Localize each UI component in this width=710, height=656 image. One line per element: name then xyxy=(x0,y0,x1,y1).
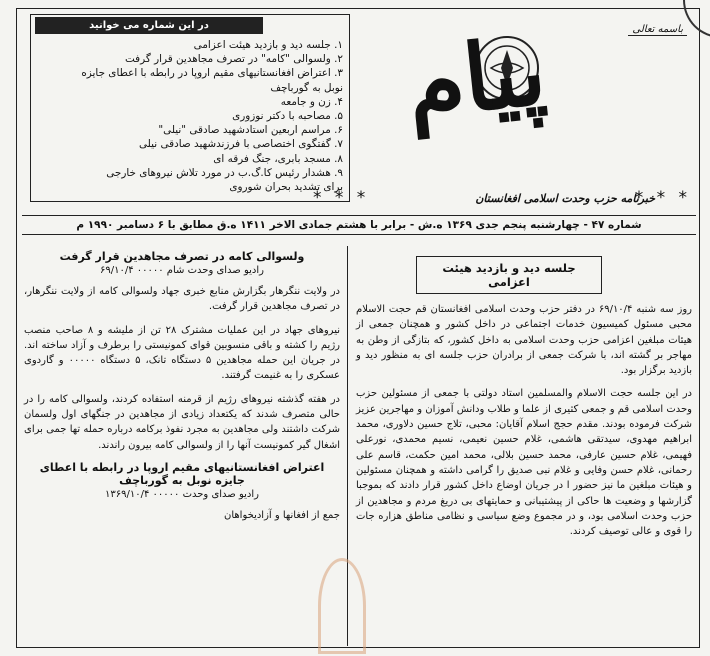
article-source: رادیو صدای وحدت شام ۰۰۰۰۰ ۶۹/۱۰/۴ xyxy=(99,265,264,276)
bismillah: باسمه تعالی xyxy=(628,24,687,36)
tagline: خبرنامه حزب وحدت اسلامی افغانستان xyxy=(475,192,655,205)
contents-header: در این شماره می خوانید xyxy=(35,17,263,34)
article-paragraph: روز سه شنبه ۶۹/۱۰/۴ در دفتر حزب وحدت اسلامی افغانستان قم حجت الاسلام محبی مسئول کمیسیون خدمات اجتماعی در داخل کشور و همچنان جمعی از هیئات مبلغین اعزامی حزب وحدت اسلامی به داخل کشور، که بتازگی از وطن به مهاجر بر گشته اند، با شرکت جمعی از برادران حزب جلسه ای به منظور دید و بازدید برگزار بود. xyxy=(356,304,692,377)
article-source-2: رادیو صدای وحدت ۰۰۰۰۰ ۱۳۶۹/۱۰/۴ xyxy=(105,488,259,500)
contents-item: نوبل به گورباچف xyxy=(270,81,343,94)
right-column xyxy=(356,250,692,547)
newspaper-title: پیام xyxy=(401,17,551,139)
contents-item: ۲. ولسوالی "کامه" در تصرف مجاهدین قرار گرفت xyxy=(124,53,343,66)
contents-item: برای تشدید بحران شوروی xyxy=(229,181,343,194)
issue-date-line: شماره ۴۷ - چهارشنبه پنجم جدی ۱۳۶۹ ه.ش - برابر با هشتم جمادی الاخر ۱۴۱۱ ه.ق مطابق با ۶ دسامبر ۱۹۹۰ م xyxy=(22,215,696,235)
stars-left: * * * xyxy=(313,188,370,208)
article-headline: ولسوالی کامه در تصرف مجاهدین قرار گرفت xyxy=(59,250,305,263)
article-paragraph: در هفته گذشته نیروهای رژیم از قرمنه استفاده کردند، ولسوالی کامه را در حالی متصرف شدند که یکتعداد زیادی از مجاهدین در جنگهای اول ولسمان شرکت داشتند ولی مجاهدین به مجرد نفوذ برکامه درباره حمله تها جمی برای اشغال گیر کمونیست آنها را از ولسوالی کامه بیرون راندند. xyxy=(24,393,340,451)
contents-item: ۱. جلسه دید و بازدید هیئت اعزامی xyxy=(193,39,343,51)
contents-box xyxy=(30,14,350,202)
article-paragraph: در این جلسه حجت الاسلام والمسلمین استاد دولتی با جمعی از مسئولین حزب وحدت اسلامی قم و جمعی کثیری از علما و طلاب ودانش آموزان و مهاجرین عزیز شرکت فرموده بودند. مقدم حجج اسلام آقایان: محبی، تلاج حسین دلاوری، محمد ابراهیم مهدوی، سیدتقی هاشمی، غلام حسین نعیمی، نسیم محمدی، نورعلی فهیمی، غلام حسین عارفی، محمد حسین بلالی، محمد امین حکمت، قاسم علی رحمانی، غلام حسن وفایی و غلام نبی صدیق را گرامی داشته و همچنان مسئولین و هیئات مبلغین ما نیز حضور ا در جریان اوضاع داخل کشور قرار دادند که بموجبا گزارشها و وضعیت ها حاکی از پیشتیبانی و حمایتهای بی دریغ مردم و مجاهدین از حزب وحدت اسلامی بود، و در مجموع وضع سیاسی و نظامی مناطق هزاره جات را قوی و عالی توصیف کردند. xyxy=(356,388,692,538)
left-column xyxy=(24,250,340,531)
scan-artifact xyxy=(318,558,366,654)
contents-item: ۹. هشدار رئیس کا.گ.ب در مورد تلاش نیروهای خارجی xyxy=(106,166,343,179)
contents-item: ۳. اعتراض افغانستانیهای مقیم اروپا در رابطه با اعطای جایزه xyxy=(81,67,343,80)
article-paragraph: نیروهای جهاد در این عملیات مشترک ۲۸ تن از ملیشه و ۸ صاحب منصب رژیم را کشته و باقی منسوبین قوای کمونیستی را برطرف و آزاد ساخته اند. در جریان این حمله مجاهدین ۵ دستگاه تانک، ۵ دستگاه ۰۰۰۰۰ و گاردوی عسکری را به غنیمت گرفتند. xyxy=(24,324,340,382)
masthead xyxy=(305,12,695,212)
contents-item: ۴. زن و جامعه xyxy=(280,95,343,108)
contents-item: ۶. مراسم اربعین استادشهید صادقی "نیلی" xyxy=(158,124,343,137)
stars-right: * * * xyxy=(634,188,691,208)
article-headline-2: اعتراض افغانستانیهای مقیم اروپا در رابطه با اعطای جایزه نوبل به گورباچف xyxy=(39,460,325,487)
contents-item: ۵. مصاحبه با دکتر نوزوری xyxy=(232,110,343,123)
contents-item: ۸. مسجد بابری، جنگ فرقه ای xyxy=(213,152,343,165)
article-paragraph: در ولایت ننگرهار بگزارش منابع خبری جهاد ولسوالی کامه از ولایت ننگرهار، در تصرف مجاهدین قرار گرفت. xyxy=(24,286,340,313)
article-headline: جلسه دید و بازدید هیئت اعزامی xyxy=(416,256,602,294)
article-paragraph: جمع از افغانها و آزادیخواهان xyxy=(224,509,340,521)
contents-item: ۷. گفتگوی اختصاصی با فرزندشهید صادقی نیلی xyxy=(139,138,343,151)
